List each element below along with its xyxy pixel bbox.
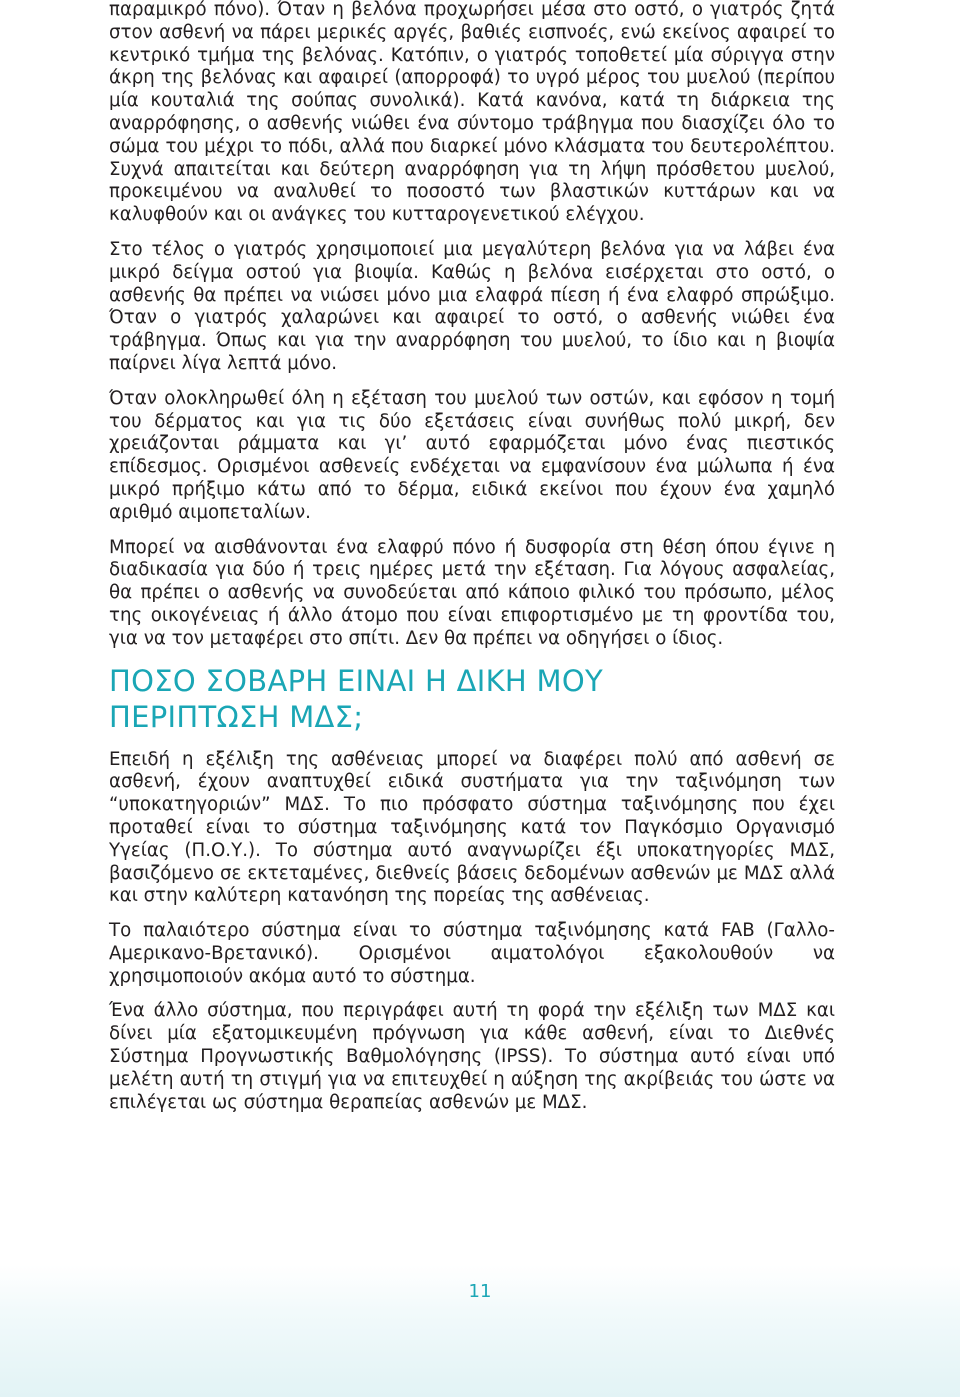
body-paragraph: Στο τέλος ο γιατρός χρησιμοποιεί μια μεγαλύτερη βελόνα για να λάβει ένα μικρό δείγμα οστού για βιοψία. Καθώς η βελόνα εισέρχεται στο οστό, ο ασθενής θα πρέπει να νιώσει μόνο μια ελαφρά πίεση ή ένα ελαφρό σπρώξιμο. Όταν ο γιατρός χαλαρώνει και αφαιρεί το οστό, ο ασθενής νιώθει ένα τράβηγμα. Όπως και για την αναρρόφηση του μυελού, το ίδιο και η βιοψία παίρνει λίγα λεπτά μόνο. bbox=[109, 238, 835, 374]
body-paragraph: Ένα άλλο σύστημα, που περιγράφει αυτή τη φορά την εξέλιξη των ΜΔΣ και δίνει μία εξατομικευμένη πρόγνωση για κάθε ασθενή, είναι το Διεθνές Σύστημα Προγνωστικής Βαθμολόγησης (IPSS). Το σύστημα αυτό είναι υπό μελέτη αυτή τη στιγμή για να επιτευχθεί η αύξηση της ακρίβειάς του ώστε να επιλέγεται ως σύστημα θεραπείας ασθενών με ΜΔΣ. bbox=[109, 1000, 835, 1113]
body-paragraph: Το παλαιότερο σύστημα είναι το σύστημα ταξινόμησης κατά FAB (Γαλλο-Αμερικανο-Βρετανικό). Ορισμένοι αιματολόγοι εξακολουθούν να χρησιμοποιούν ακόμα αυτό το σύστημα. bbox=[109, 920, 835, 987]
body-paragraph: Επειδή η εξέλιξη της ασθένειας μπορεί να διαφέρει πολύ από ασθενή σε ασθενή, έχουν αναπτυχθεί ειδικά συστήματα για την ταξινόμηση των “υποκατηγοριών” ΜΔΣ. Το πιο πρόσφατο σύστημα ταξινόμησης που έχει προταθεί είναι το σύστημα ταξινόμησης κατά τον Παγκόσμιο Οργανισμό Υγείας (Π.Ο.Υ.). Το σύστημα αυτό αναγνωρίζει έξι υποκατηγορίες ΜΔΣ, βασιζόμενο σε εκτεταμένες, διεθνείς βάσεις δεδομένων ασθενών με ΜΔΣ αλλά και στην καλύτερη κατανόηση της πορείας της ασθένειας. bbox=[109, 748, 835, 907]
section-heading-line-2: ΠΕΡΙΠΤΩΣΗ ΜΔΣ; bbox=[109, 699, 364, 734]
document-body bbox=[109, 0, 835, 1126]
page-number: 11 bbox=[468, 1281, 492, 1302]
body-paragraph: παραμικρό πόνο). Όταν η βελόνα προχωρήσει μέσα στο οστό, ο γιατρός ζητά στον ασθενή να πάρει μερικές αργές, βαθιές εισπνοές, ενώ εκείνος αφαιρεί το κεντρικό τμήμα της βελόνας. Κατόπιν, ο γιατρός τοποθετεί μία σύριγγα στην άκρη της βελόνας και αφαιρεί (απορροφά) το υγρό μέρος του μυελού (περίπου μία κουταλιά της σούπας συνολικά). Κατά κανόνα, κατά τη διάρκεια της αναρρόφησης, ο ασθενής νιώθει ένα σύντομο τράβηγμα που διασχίζει όλο το σώμα του μέχρι το πόδι, αλλά που διαρκεί μόνο κλάσματα του δευτερολέπτου. Συχνά απαιτείται και δεύτερη αναρρόφηση για τη λήψη πρόσθετου μυελού, προκειμένου να αναλυθεί το ποσοστό των βλαστικών κυττάρων και να καλυφθούν και οι ανάγκες του κυτταρογενετικού ελέγχου. bbox=[109, 0, 835, 226]
body-paragraph: Μπορεί να αισθάνονται ένα ελαφρύ πόνο ή δυσφορία στη θέση όπου έγινε η διαδικασία για δύο ή τρεις ημέρες μετά την εξέταση. Για λόγους ασφαλείας, θα πρέπει ο ασθενής να συνοδεύεται από κάποιο φιλικό του πρόσωπο, μέλος της οικογένειας ή άλλο άτομο που είναι επιφορτισμένο με τη φροντίδα του, για να τον μεταφέρει στο σπίτι. Δεν θα πρέπει να οδηγήσει ο ίδιος. bbox=[109, 536, 835, 649]
section-heading-line-1: ΠΟΣΟ ΣΟΒΑΡΗ ΕΙΝΑΙ Η ΔΙΚΗ ΜΟΥ bbox=[109, 663, 603, 698]
section-heading bbox=[109, 663, 835, 735]
body-paragraph: Όταν ολοκληρωθεί όλη η εξέταση του μυελού των οστών, και εφόσον η τομή του δέρματος και για τις δύο εξετάσεις είναι συνήθως πολύ μικρή, δεν χρειάζονται ράμματα και γι’ αυτό εφαρμόζεται μόνο ένας πιεστικός επίδεσμος. Ορισμένοι ασθενείς ενδέχεται να εμφανίσουν ένα μώλωπα ή ένα μικρό πρήξιμο κάτω από το δέρμα, ειδικά εκείνοι που έχουν ένα χαμηλό αριθμό αιμοπεταλίων. bbox=[109, 387, 835, 523]
